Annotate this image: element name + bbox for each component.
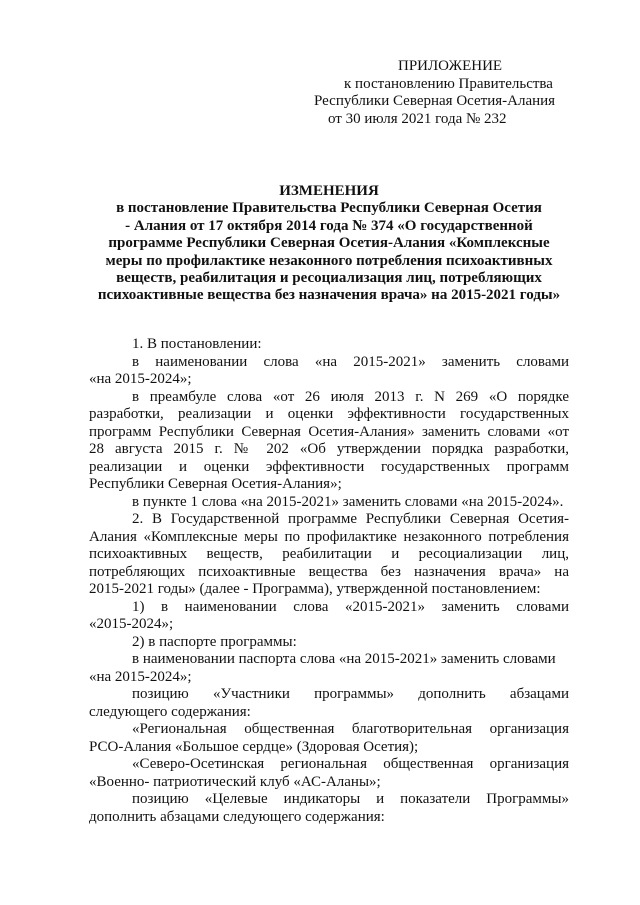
body-line: 2) в паспорте программы: bbox=[132, 633, 297, 650]
body-line: «Региональная общественная благотворительная организация bbox=[132, 721, 569, 737]
body-line: Алания «Комплексные меры по профилактике незаконного потребления bbox=[89, 528, 569, 545]
body-line: «на 2015-2024»; bbox=[89, 668, 192, 685]
body-line: потребляющих психоактивные вещества без назначения врача» на bbox=[89, 563, 569, 580]
body-line: программ Республики Северная Осетия-Алания» заменить словами «от bbox=[89, 423, 569, 440]
body-line: следующего содержания: bbox=[89, 703, 251, 720]
document-title bbox=[86, 183, 572, 305]
body-line: 2. В Государственной программе Республики Северная Осетия- bbox=[132, 511, 569, 527]
body-line: разработки, реализации и оценки эффективности государственных bbox=[89, 406, 569, 422]
body-line: «на 2015-2024»; bbox=[89, 371, 192, 387]
body-line: дополнить абзацами следующего содержания: bbox=[89, 808, 385, 825]
body-line: РСО-Алания «Большое сердце» (Здоровая Осетия); bbox=[89, 738, 419, 755]
body-line: Республики Северная Осетия-Алания»; bbox=[89, 476, 342, 492]
body-line: реализации и оценки эффективности государственных программ bbox=[89, 458, 569, 475]
body-line: в преамбуле слова «от 26 июля 2013 г. N 269 «О порядке bbox=[132, 388, 569, 405]
body-line: «Северо-Осетинская региональная общественная организация bbox=[132, 756, 569, 772]
appendix-republic: Республики Северная Осетия-Алания bbox=[314, 93, 556, 109]
title-line: - Алания от 17 октября 2014 года № 374 «О государственной bbox=[125, 217, 533, 234]
body-line: 28 августа 2015 г. № 202 «Об утверждении порядка разработки, bbox=[89, 441, 569, 457]
body-line: 2015-2021 годы» (далее - Программа), утвержденной постановлением: bbox=[89, 581, 541, 597]
body-line: в наименовании паспорта слова «на 2015-2021» заменить словами bbox=[132, 651, 556, 667]
appendix-resolution-ref: к постановлению Правительства bbox=[344, 75, 553, 92]
title-heading: ИЗМЕНЕНИЯ bbox=[279, 183, 379, 199]
appendix-header bbox=[300, 58, 570, 128]
title-line: веществ, реабилитация и ресоциализация лиц, потребляющих bbox=[116, 270, 542, 287]
body-line: в пункте 1 слова «на 2015-2021» заменить словами «на 2015-2024». bbox=[132, 493, 564, 510]
appendix-label: ПРИЛОЖЕНИЕ bbox=[398, 58, 503, 74]
title-line: психоактивные вещества без назначения врача» на 2015-2021 годы» bbox=[97, 287, 561, 304]
title-line: в постановление Правительства Республики Северная Осетия bbox=[116, 200, 542, 217]
title-line: меры по профилактике незаконного потребления психоактивных bbox=[105, 252, 553, 269]
body-line: «Военно- патриотический клуб «АС-Аланы»; bbox=[89, 773, 381, 790]
title-line: программе Республики Северная Осетия-Алания «Комплексные bbox=[108, 235, 550, 252]
body-line: 1) в наименовании слова «2015-2021» заменить словами bbox=[132, 598, 569, 615]
appendix-date-number: от 30 июля 2021 года № 232 bbox=[328, 110, 507, 127]
body-line: позицию «Участники программы» дополнить абзацами bbox=[132, 686, 569, 702]
document-body bbox=[89, 336, 569, 826]
body-line: 1. В постановлении: bbox=[132, 336, 262, 352]
body-line: психоактивных веществ, реабилитации и ресоциализации лиц, bbox=[89, 546, 569, 562]
body-line: позицию «Целевые индикаторы и показатели Программы» bbox=[132, 791, 569, 807]
body-line: «2015-2024»; bbox=[89, 616, 174, 632]
body-line: в наименовании слова «на 2015-2021» заменить словами bbox=[132, 353, 569, 370]
